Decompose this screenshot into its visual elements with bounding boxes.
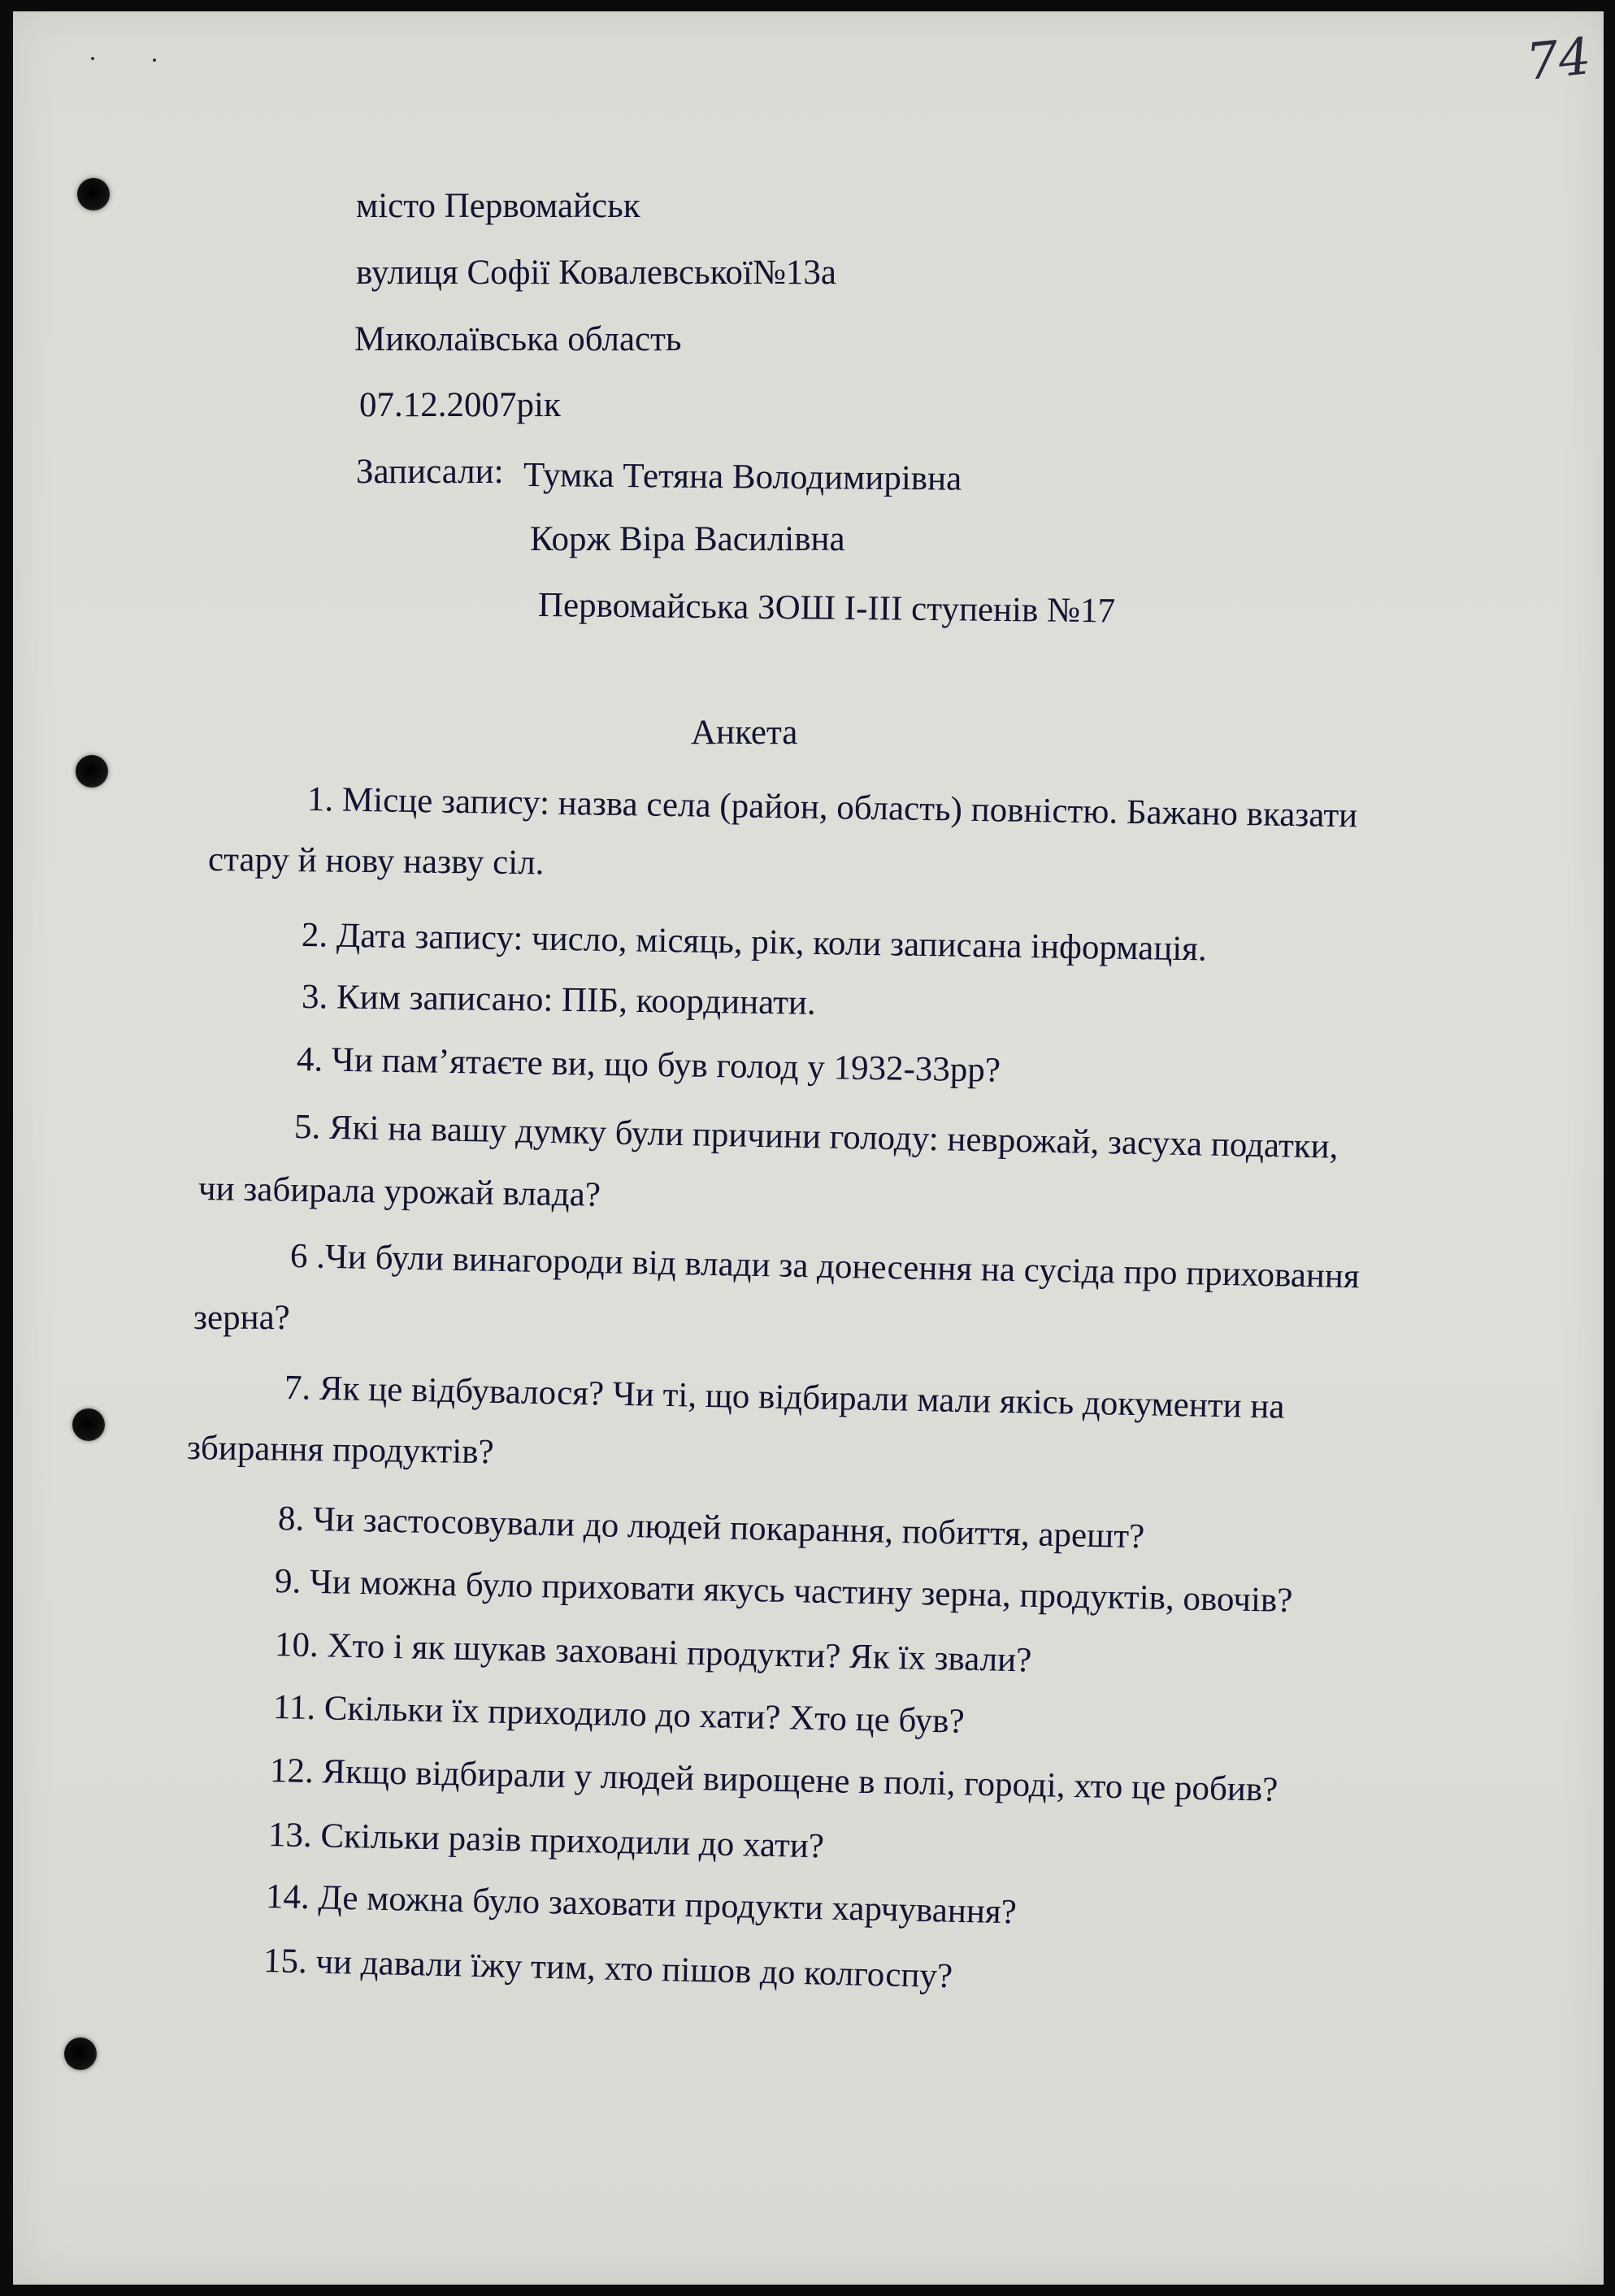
speck-mark bbox=[91, 57, 94, 60]
handwritten-page-number: 74 bbox=[1523, 26, 1594, 92]
question-10: 10. Хто і як шукав заховані продукти? Як їх звали? bbox=[274, 1625, 1032, 1680]
question-1-line-2: стару й нову назву сіл. bbox=[207, 840, 545, 883]
header-street: вулиця Софії Ковалевської№13а bbox=[356, 254, 836, 292]
speck-mark bbox=[153, 59, 156, 62]
question-14: 14. Де можна було заховати продукти харчування? bbox=[265, 1877, 1018, 1932]
punch-hole bbox=[77, 178, 110, 211]
question-4: 4. Чи пам’ятаєте ви, що був голод у 1932-33рр? bbox=[296, 1040, 1001, 1090]
question-12: 12. Якщо відбирали у людей вирощене в полі, городі, хто це робив? bbox=[269, 1751, 1279, 1809]
school-name: Первомайська ЗОШ І-ІІІ ступенів №17 bbox=[537, 586, 1116, 631]
question-11: 11. Скільки їх приходило до хати? Хто це був? bbox=[272, 1688, 966, 1741]
question-13: 13. Скільки разів приходили до хати? bbox=[267, 1816, 825, 1866]
question-9: 9. Чи можна було приховати якусь частину зерна, продуктів, овочів? bbox=[274, 1562, 1293, 1621]
question-1-line-1: 1. Місце запису: назва села (район, область) повністю. Бажано вказати bbox=[306, 780, 1358, 836]
question-7-line-2: збирання продуктів? bbox=[186, 1429, 494, 1472]
header-region: Миколаївська область bbox=[354, 320, 682, 358]
punch-hole bbox=[76, 755, 108, 788]
punch-hole bbox=[72, 1408, 105, 1441]
question-5-line-1: 5. Які на вашу думку були причини голоду: неврожай, засуха податки, bbox=[293, 1108, 1339, 1166]
header-date: 07.12.2007рік bbox=[359, 386, 561, 424]
question-3: 3. Ким записано: ПІБ, координати. bbox=[301, 978, 816, 1022]
questionnaire-title: Анкета bbox=[691, 714, 798, 752]
question-6-line-2: зерна? bbox=[193, 1299, 290, 1337]
question-6-line-1: 6 .Чи були винагороди від влади за донесення на сусіда про приховання bbox=[289, 1237, 1361, 1296]
question-2: 2. Дата запису: число, місяць, рік, коли записана інформація. bbox=[301, 916, 1208, 969]
question-5-line-2: чи забирала урожай влада? bbox=[198, 1170, 601, 1214]
recorder-name: Корж Віра Василівна bbox=[530, 520, 845, 558]
header-city: місто Первомайськ bbox=[356, 187, 640, 225]
question-7-line-1: 7. Як це відбувалося? Чи ті, що відбирали мали якісь документи на bbox=[284, 1369, 1285, 1426]
paper-sheet bbox=[13, 11, 1604, 2285]
recorder-name: Тумка Тетяна Володимирівна bbox=[523, 456, 962, 498]
question-15: 15. чи давали їжу тим, хто пішов до колгоспу? bbox=[263, 1942, 953, 1996]
punch-hole bbox=[64, 2038, 97, 2070]
recorded-by-label: Записали: bbox=[356, 453, 504, 491]
question-8: 8. Чи застосовували до людей покарання, побиття, арешт? bbox=[277, 1500, 1145, 1556]
